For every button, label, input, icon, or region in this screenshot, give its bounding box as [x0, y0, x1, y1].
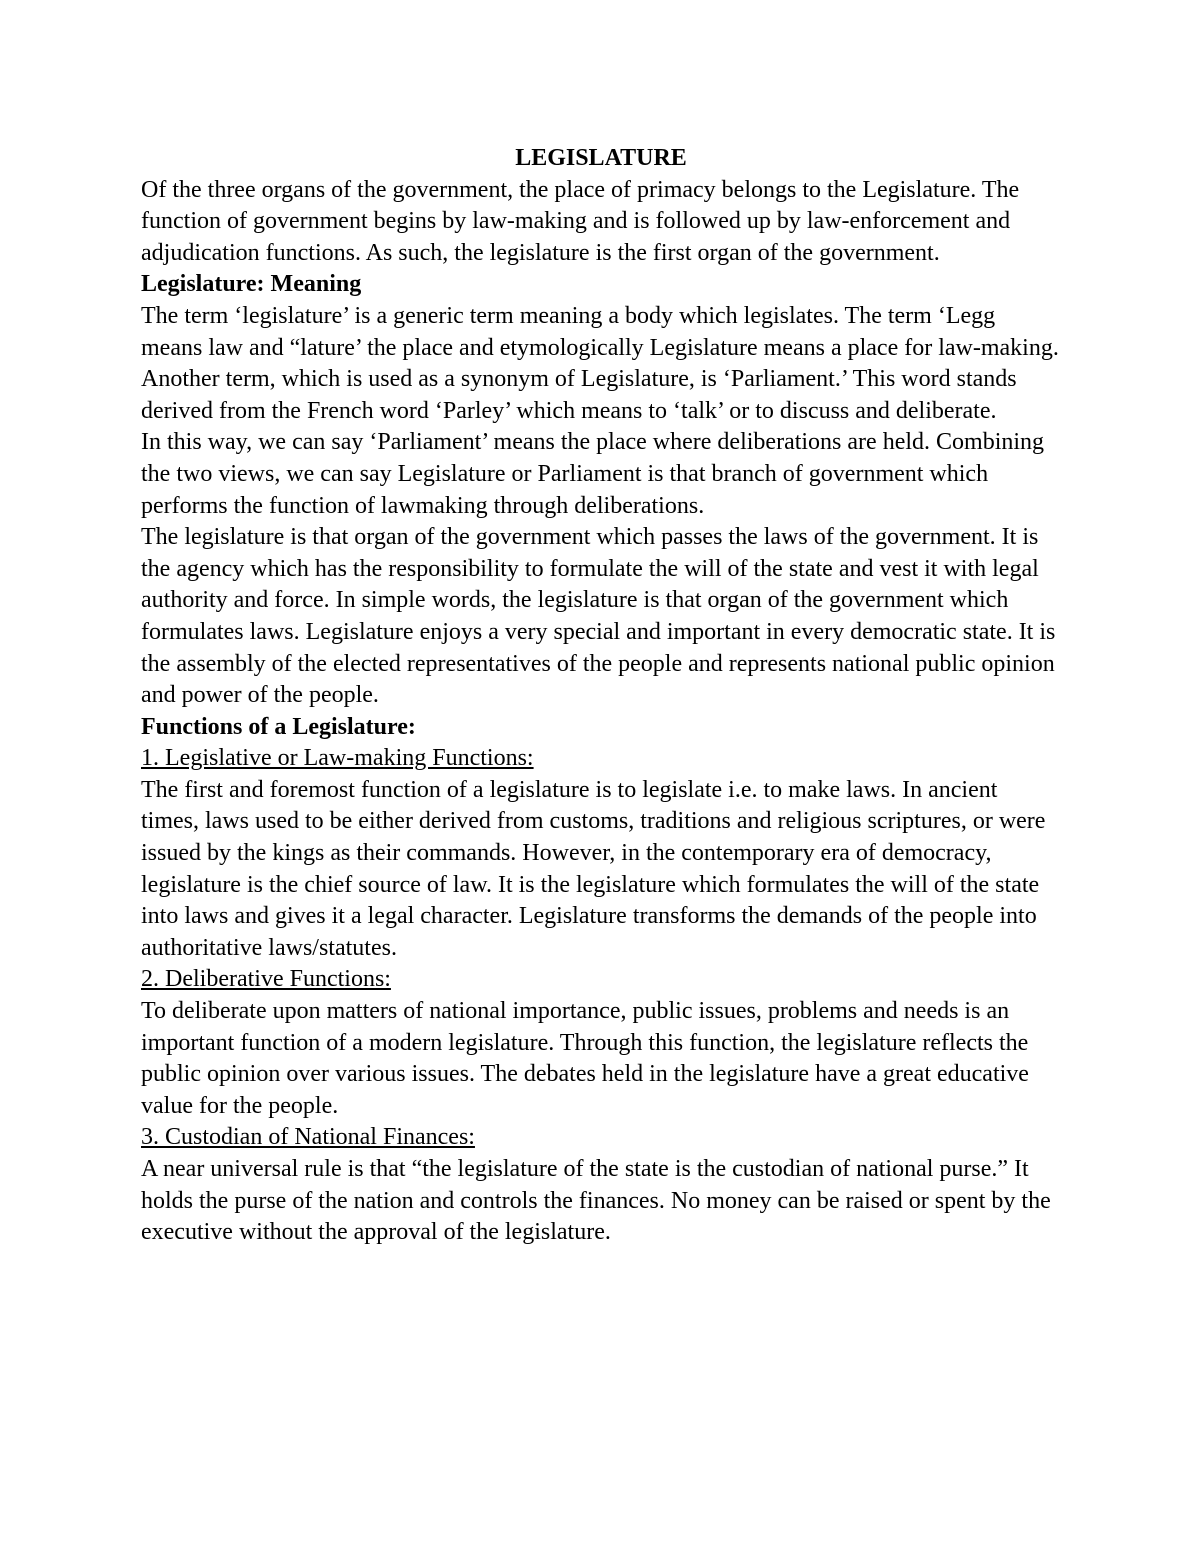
function-2-heading: 2. Deliberative Functions: [141, 966, 391, 993]
meaning-paragraph-1: The term ‘legislature’ is a generic term meaning a body which legislates. The term ‘Legg means law and “lature’ the place and etymologically Legislature means a place for law-making. Another term, which is used as a synonym of Legislature, is ‘Parliament.’ This word stands derived from the French word ‘Parley’ which means to ‘talk’ or to discuss and deliberate. [141, 302, 1059, 424]
meaning-paragraph-2: In this way, we can say ‘Parliament’ means the place where deliberations are held. Combining the two views, we can say Legislature or Parliament is that branch of government which performs the function of lawmaking through deliberations. [141, 429, 1045, 519]
functions-heading: Functions of a Legislature: [141, 713, 416, 740]
function-1-text: The first and foremost function of a legislature is to legislate i.e. to make laws. In ancient times, laws used to be either derived from customs, traditions and religious scriptures, or were issued by the kings as their commands. However, in the contemporary era of democracy, legislature is the chief source of law. It is the legislature which formulates the will of the state into laws and gives it a legal character. Legislature transforms the demands of the people into authoritative laws/statutes. [141, 776, 1046, 961]
document-title: LEGISLATURE [515, 145, 687, 171]
function-1-heading: 1. Legislative or Law-making Functions: [141, 745, 534, 772]
meaning-heading: Legislature: Meaning [141, 271, 362, 298]
function-3-text: A near universal rule is that “the legislature of the state is the custodian of national purse.” It holds the purse of the nation and controls the finances. No money can be raised or spent by the executive without the approval of the legislature. [141, 1156, 1051, 1246]
document-page [141, 143, 1061, 1249]
function-3-heading: 3. Custodian of National Finances: [141, 1124, 475, 1151]
intro-paragraph: Of the three organs of the government, the place of primacy belongs to the Legislature. The function of government begins by law-making and is followed up by law-enforcement and adjudication functions. As such, the legislature is the first organ of the government. [141, 176, 1020, 266]
meaning-paragraph-3: The legislature is that organ of the government which passes the laws of the government. It is the agency which has the responsibility to formulate the will of the state and vest it with legal authority and force. In simple words, the legislature is that organ of the government which formulates laws. Legislature enjoys a very special and important in every democratic state. It is the assembly of the elected representatives of the people and represents national public opinion and power of the people. [141, 524, 1056, 709]
function-2-text: To deliberate upon matters of national importance, public issues, problems and needs is an important function of a modern legislature. Through this function, the legislature reflects the public opinion over various issues. The debates held in the legislature have a great educative value for the people. [141, 998, 1029, 1119]
